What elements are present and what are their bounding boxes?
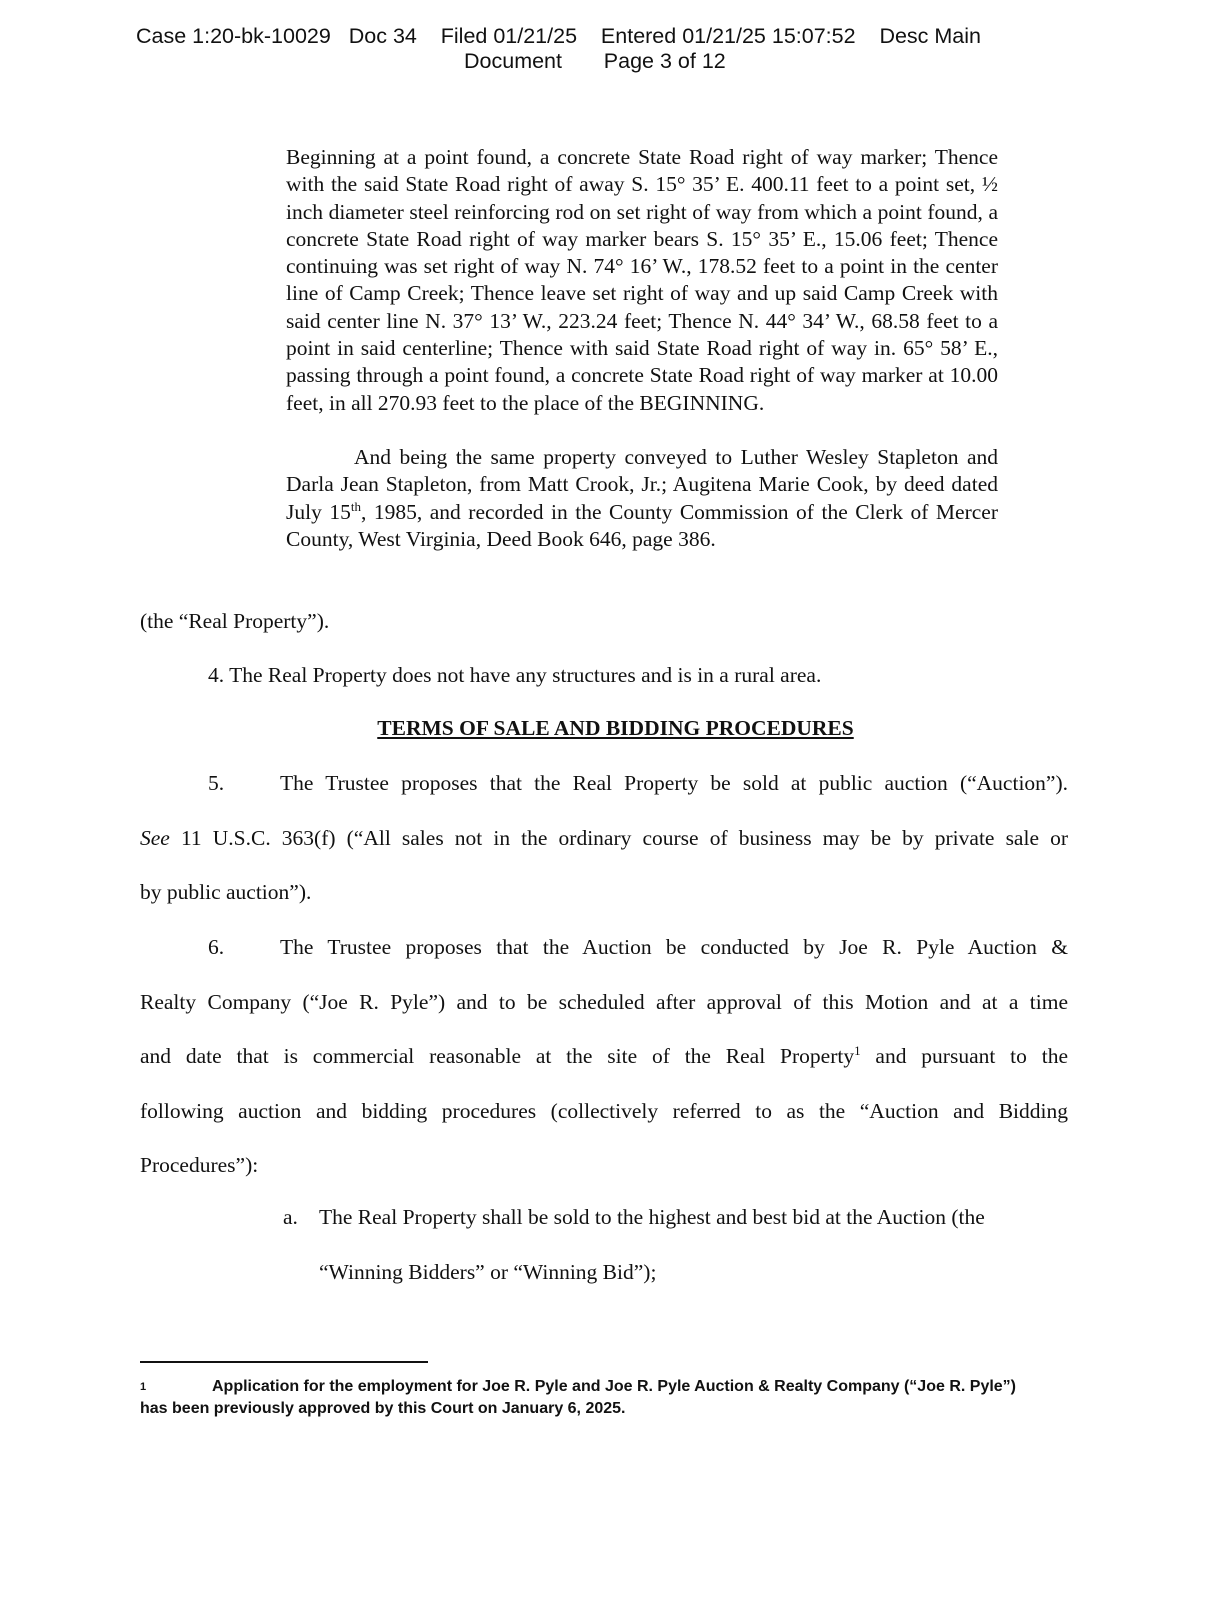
footnote-line-1	[140, 1376, 1070, 1398]
paragraph-5-line-2	[140, 811, 1068, 866]
subitem-a-line-1	[283, 1205, 985, 1229]
footnote-mark: 1	[140, 1381, 147, 1393]
footnote-text-a: Application for the employment for Joe R. Pyle and Joe R. Pyle Auction & Realty Company (“Joe R. Pyle”)	[212, 1378, 1017, 1395]
section-heading: TERMS OF SALE AND BIDDING PROCEDURES	[377, 716, 854, 740]
paragraph-6-line-1	[140, 920, 1068, 975]
deed-text-b: , 1985, and recorded in the County Commission of the Clerk of Mercer County, West Virginia, Deed Book 646, page 386.	[286, 499, 998, 551]
paragraph-number: 6.	[208, 935, 225, 959]
subitem-label: a.	[283, 1205, 298, 1229]
subitem-a-text-1: The Real Property shall be sold to the highest and best bid at the Auction (the	[319, 1205, 985, 1229]
paragraph-6-line-4: following auction and bidding procedures (collectively referred to as the “Auction and Bidding	[140, 1098, 1068, 1123]
case-header-line: Case 1:20-bk-10029 Doc 34 Filed 01/21/25 Entered 01/21/25 15:07:52 Desc Main	[136, 24, 981, 48]
document-page-line: Document Page 3 of 12	[464, 49, 726, 73]
paragraph-5-text-1: The Trustee proposes that the Real Property be sold at public auction (“Auction”).	[280, 771, 1068, 795]
see-signal: See	[140, 825, 170, 850]
paragraph-6-line-3	[140, 1029, 1068, 1084]
paragraph-6-text-3a: and date that is commercial reasonable at the site of the Real Property	[140, 1044, 855, 1069]
paragraph-5-line-1	[140, 756, 1068, 811]
paragraph-6	[140, 920, 1068, 1193]
legal-description	[286, 144, 998, 553]
paragraph-6-text-3b: and pursuant to the	[860, 1044, 1069, 1069]
footnote-reference[interactable]: 1	[854, 1043, 861, 1059]
paragraph-5	[140, 756, 1068, 920]
paragraph-number: 5.	[208, 771, 225, 795]
subitem-a	[283, 1190, 1069, 1299]
deed-text-a: And being the same property conveyed to Luther Wesley Stapleton and Darla Jean Stapleton, from Matt Crook, Jr.; Augitena Marie Cook, by deed dated July 15	[286, 444, 998, 524]
subitem-a-line-2: “Winning Bidders” or “Winning Bid”);	[319, 1259, 657, 1284]
item-4: 4. The Real Property does not have any structures and is in a rural area.	[208, 663, 822, 687]
metes-and-bounds-paragraph: Beginning at a point found, a concrete State Road right of way marker; Thence with the said State Road right of away S. 15° 35’ E. 400.11 feet to a point set, ½ inch diameter steel reinforcing rod on set right of way from which a point found, a concrete State Road right of way marker bears S. 15° 35’ E., 15.06 feet; Thence continuing was set right of way N. 74° 16’ W., 178.52 feet to a point in the center line of Camp Creek; Thence leave set right of way and up said Camp Creek with said center line N. 37° 13’ W., 223.24 feet; Thence N. 44° 34’ W., 68.58 feet to a point in said centerline; Thence with said State Road right of way in. 65° 58’ E., passing through a point found, a concrete State Road right of way marker at 10.00 feet, in all 270.93 feet to the place of the BEGINNING.	[286, 145, 998, 415]
paragraph-6-line-5: Procedures”):	[140, 1153, 259, 1178]
footnote-line-2: has been previously approved by this Court on January 6, 2025.	[140, 1400, 626, 1417]
footnote	[140, 1376, 1070, 1420]
paragraph-5-text-2: 11 U.S.C. 363(f) (“All sales not in the ordinary course of business may be by private sale or	[169, 825, 1068, 850]
deed-reference-paragraph	[286, 444, 998, 553]
paragraph-6-text-1: The Trustee proposes that the Auction be conducted by Joe R. Pyle Auction &	[280, 935, 1068, 959]
real-property-label: (the “Real Property”).	[140, 609, 330, 633]
paragraph-6-line-2: Realty Company (“Joe R. Pyle”) and to be scheduled after approval of this Motion and at a time	[140, 989, 1068, 1014]
paragraph-5-line-3: by public auction”).	[140, 880, 312, 905]
footnote-divider	[140, 1361, 428, 1363]
deed-superscript: th	[350, 498, 361, 514]
